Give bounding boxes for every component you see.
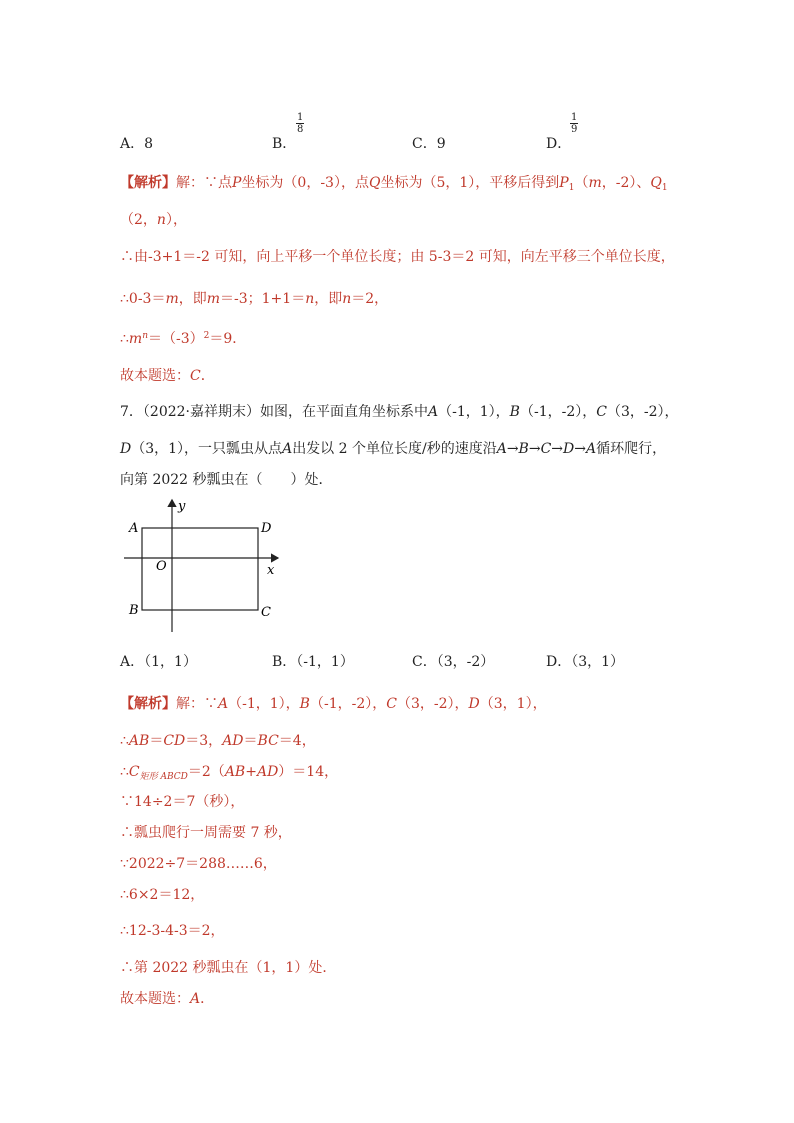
- option-value: （-1，1）: [296, 654, 354, 670]
- var-ad: AD: [256, 764, 279, 780]
- text: 向第 2022 秒瓢虫在（ ）处．: [120, 472, 333, 488]
- text: （: [574, 175, 589, 191]
- text: ＝-3；1+1＝: [220, 291, 306, 307]
- q6-analysis-line2: [120, 209, 187, 229]
- text: ＝2，: [351, 291, 389, 307]
- var-m: m: [128, 331, 143, 347]
- var-d: D: [468, 696, 480, 712]
- text: ∴瓢虫爬行一周需要 7 秒，: [120, 825, 292, 841]
- label-d: D: [261, 521, 272, 536]
- option-letter: D．: [546, 654, 572, 670]
- q7-analysis-line1: [120, 693, 547, 713]
- var-ab: AB: [224, 764, 246, 780]
- text: ∴: [120, 764, 129, 780]
- q7-option-b: [272, 651, 354, 671]
- q6-option-d: [546, 133, 571, 153]
- q6-option-c: [412, 133, 446, 153]
- text: 故本题选：: [120, 368, 190, 384]
- q6-answer: [120, 365, 215, 385]
- q7-analysis-line2: [120, 730, 316, 750]
- var-q1: Q: [650, 175, 662, 191]
- var-m: m: [588, 175, 602, 191]
- label-c: C: [261, 605, 271, 620]
- text: ＝: [243, 733, 258, 749]
- option-letter: A．: [120, 654, 145, 670]
- fraction-numerator: 1: [571, 112, 578, 123]
- q6-analysis-line3: [120, 246, 675, 266]
- option-value: 9: [436, 136, 446, 152]
- q7-analysis-line9: [120, 957, 336, 977]
- label-x: x: [267, 563, 275, 578]
- var-c: C: [128, 764, 140, 780]
- q7-answer: [120, 988, 214, 1008]
- var-b: B: [299, 696, 310, 712]
- text: ∵2022÷7＝288……6，: [120, 856, 277, 872]
- answer-letter: A: [190, 991, 201, 1007]
- option-value: （3，1）: [571, 654, 625, 670]
- option-letter: D．: [546, 136, 572, 152]
- var-n: n: [305, 291, 315, 307]
- q7-option-d: [546, 651, 624, 671]
- fraction-denominator: 9: [571, 124, 578, 135]
- text: 故本题选：: [120, 991, 190, 1007]
- var-n: n: [156, 212, 166, 228]
- text: 解：∵: [176, 696, 218, 712]
- text: 解：∵点: [176, 175, 232, 191]
- superscript: n: [142, 331, 148, 341]
- text: ＝9．: [209, 331, 247, 347]
- analysis-tag: 【解析】: [120, 696, 176, 712]
- answer-letter: C: [190, 368, 201, 384]
- label-y: y: [178, 499, 186, 514]
- text: ∴12-3-4-3＝2，: [120, 923, 225, 939]
- q7-analysis-line3: [120, 761, 338, 782]
- text: ）＝14，: [278, 764, 339, 780]
- text: （3，1），: [479, 696, 547, 712]
- q7-analysis-line6: [120, 853, 277, 873]
- text: ∴: [120, 733, 129, 749]
- superscript: 2: [203, 331, 210, 341]
- path: A→B→C→D→A: [496, 441, 597, 457]
- text: （3，1），一只瓢虫从点: [131, 441, 283, 457]
- coordinate-figure: [118, 494, 288, 634]
- option-value: （1，1）: [144, 654, 197, 670]
- var-c: C: [596, 404, 607, 420]
- text: ），: [165, 212, 187, 228]
- var-a: A: [282, 441, 293, 457]
- text: ＝2（: [187, 764, 225, 780]
- text: 循环爬行，: [596, 441, 667, 457]
- fraction-denominator: 8: [297, 124, 304, 135]
- option-value: （3，-2）: [436, 654, 495, 670]
- q7-stem-line3: [120, 469, 333, 489]
- text: ∴0-3＝: [120, 291, 166, 307]
- label-b: B: [129, 603, 139, 618]
- option-letter: C．: [412, 136, 437, 152]
- var-m: m: [206, 291, 221, 307]
- q7-stem-line2: [120, 438, 666, 458]
- q7-option-a: [120, 651, 197, 671]
- var-b: B: [509, 404, 520, 420]
- text: ，-2）、: [601, 175, 651, 191]
- fraction-numerator: 1: [297, 112, 304, 123]
- text: （-1，-2），: [519, 404, 597, 420]
- var-m: m: [165, 291, 179, 307]
- q6-option-a: [120, 133, 153, 153]
- var-a: A: [218, 696, 229, 712]
- text: （-1，-2），: [309, 696, 387, 712]
- text: ∵14÷2＝7（秒），: [120, 794, 245, 810]
- text: ∴: [120, 331, 129, 347]
- q7-analysis-line8: [120, 920, 225, 940]
- q6-option-d-fraction: [570, 112, 578, 135]
- text: 坐标为（5，1），平移后得到: [380, 175, 560, 191]
- label-o: O: [156, 559, 167, 574]
- text: （3，-2），: [606, 404, 679, 420]
- var-d: D: [120, 441, 132, 457]
- text: 7．（2022·嘉祥期末）如图，在平面直角坐标系中: [120, 404, 428, 420]
- text: ＝: [149, 733, 164, 749]
- text: （-1，1），: [228, 696, 300, 712]
- q7-analysis-line4: [120, 791, 244, 811]
- text: （2，: [120, 212, 157, 228]
- option-letter: A．: [120, 136, 145, 152]
- text: 出发以 2 个单位长度/秒的速度沿: [292, 441, 497, 457]
- var-a: A: [428, 404, 439, 420]
- q7-analysis-line5: [120, 822, 292, 842]
- text: ∴第 2022 秒瓢虫在（1，1）处．: [120, 960, 337, 976]
- analysis-tag: 【解析】: [120, 175, 176, 191]
- option-value: 8: [144, 136, 154, 152]
- text: ＝3，: [185, 733, 223, 749]
- text: （3，-2），: [396, 696, 469, 712]
- text: 坐标为（0，-3），点: [241, 175, 369, 191]
- label-a: A: [129, 521, 139, 536]
- var-ad: AD: [222, 733, 244, 749]
- text: ．: [200, 368, 215, 384]
- q6-option-b-fraction: [296, 112, 304, 135]
- text: +: [245, 764, 257, 780]
- text: ∴由-3+1＝-2 可知，向上平移一个单位长度；由 5-3＝2 可知，向左平移三个单位长度，: [120, 249, 675, 265]
- text: （-1，1），: [438, 404, 510, 420]
- text: ＝4，: [278, 733, 316, 749]
- var-n: n: [342, 291, 352, 307]
- text: ，即: [178, 291, 207, 307]
- option-letter: C．: [412, 654, 437, 670]
- option-letter: B．: [272, 654, 297, 670]
- var-p: P: [232, 175, 242, 191]
- q6-analysis-line4: [120, 288, 388, 308]
- subscript: 矩形 ABCD: [139, 772, 188, 782]
- var-p1: P: [559, 175, 569, 191]
- var-q: Q: [368, 175, 381, 191]
- var-c: C: [386, 696, 397, 712]
- text: ．: [200, 991, 215, 1007]
- q7-stem-line1: [120, 401, 679, 421]
- subscript: 1: [661, 183, 668, 193]
- text: ，即: [314, 291, 343, 307]
- var-cd: CD: [163, 733, 186, 749]
- q7-option-c: [412, 651, 494, 671]
- subscript: 1: [568, 183, 575, 193]
- q6-analysis-line1: [120, 172, 668, 193]
- q7-analysis-line7: [120, 884, 204, 904]
- var-bc: BC: [257, 733, 279, 749]
- q6-option-b: [272, 133, 296, 153]
- option-letter: B．: [272, 136, 297, 152]
- text: ∴6×2＝12，: [120, 887, 205, 903]
- q6-analysis-line5: [120, 328, 246, 348]
- var-ab: AB: [128, 733, 150, 749]
- text: ＝（-3）: [148, 331, 204, 347]
